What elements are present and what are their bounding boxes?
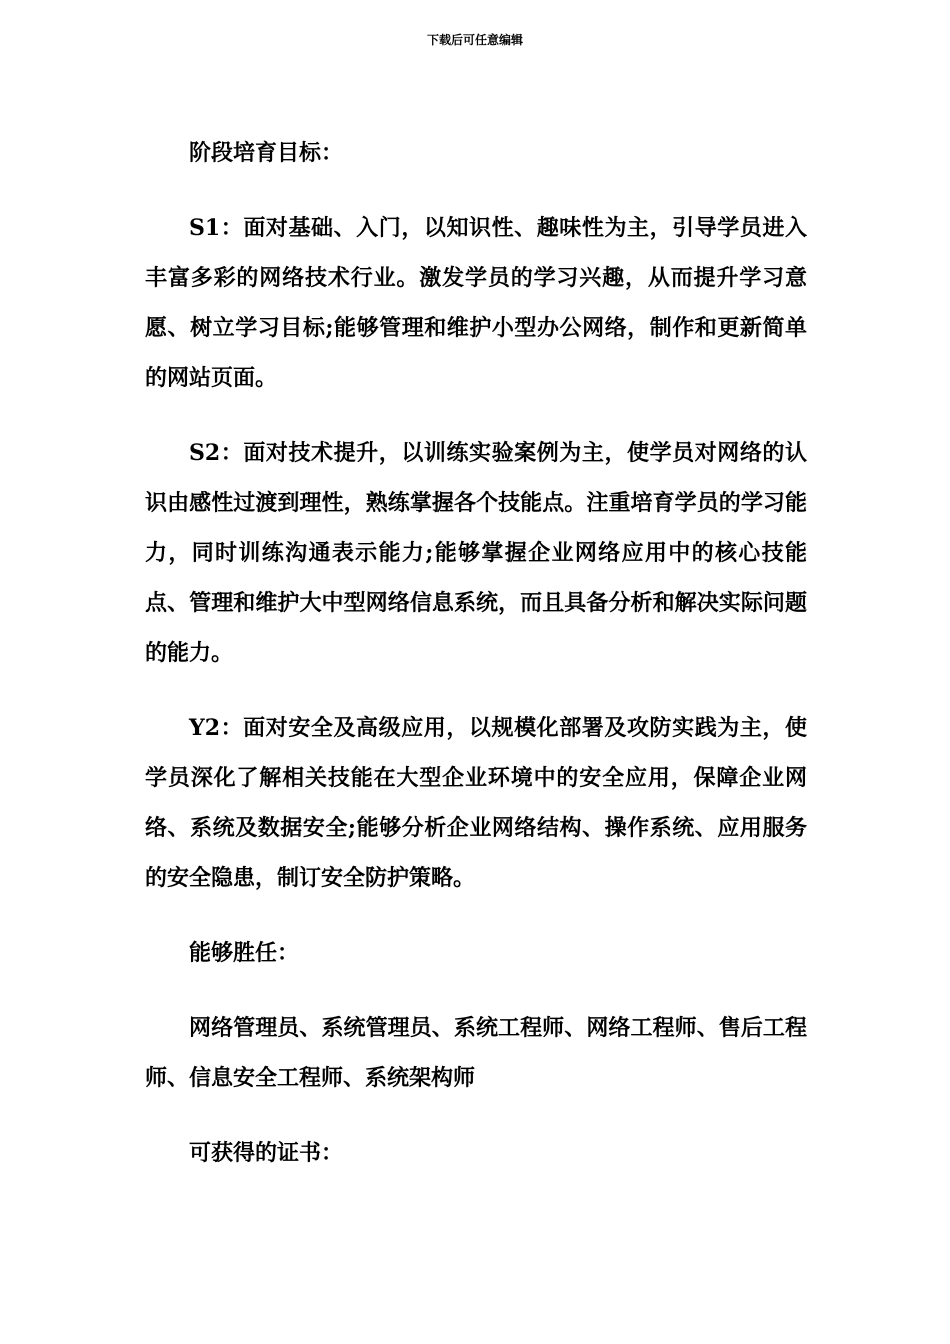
paragraph-s2: S2：面对技术提升，以训练实验案例为主，使学员对网络的认识由感性过渡到理性，熟练掌握各个技能点。注重培育学员的学习能力，同时训练沟通表示能力;能够掌握企业网络应用中的核心技能点、管理和维护大中型网络信息系统，而且具备分析和解决实际问题的能力。 (145, 440, 807, 666)
document-body (145, 128, 807, 1178)
section-heading-certificates: 可获得的证书： (189, 1140, 344, 1166)
section-heading-competent-for: 能够胜任： (189, 940, 300, 966)
paragraph-s1: S1：面对基础、入门，以知识性、趣味性为主，引导学员进入丰富多彩的网络技术行业。激发学员的学习兴趣，从而提升学习意愿、树立学习目标;能够管理和维护小型办公网络，制作和更新简单的网站页面。 (145, 215, 807, 391)
paragraph-job-roles: 网络管理员、系统管理员、系统工程师、网络工程师、售后工程师、信息安全工程师、系统架构师 (145, 1015, 807, 1091)
paragraph-y2: Y2：面对安全及高级应用，以规模化部署及攻防实践为主，使学员深化了解相关技能在大型企业环境中的安全应用，保障企业网络、系统及数据安全;能够分析企业网络结构、操作系统、应用服务的安全隐患，制订安全防护策略。 (145, 715, 807, 891)
section-heading-stage-goals: 阶段培育目标： (189, 140, 344, 166)
page-header: 下载后可任意编辑 (426, 33, 523, 47)
